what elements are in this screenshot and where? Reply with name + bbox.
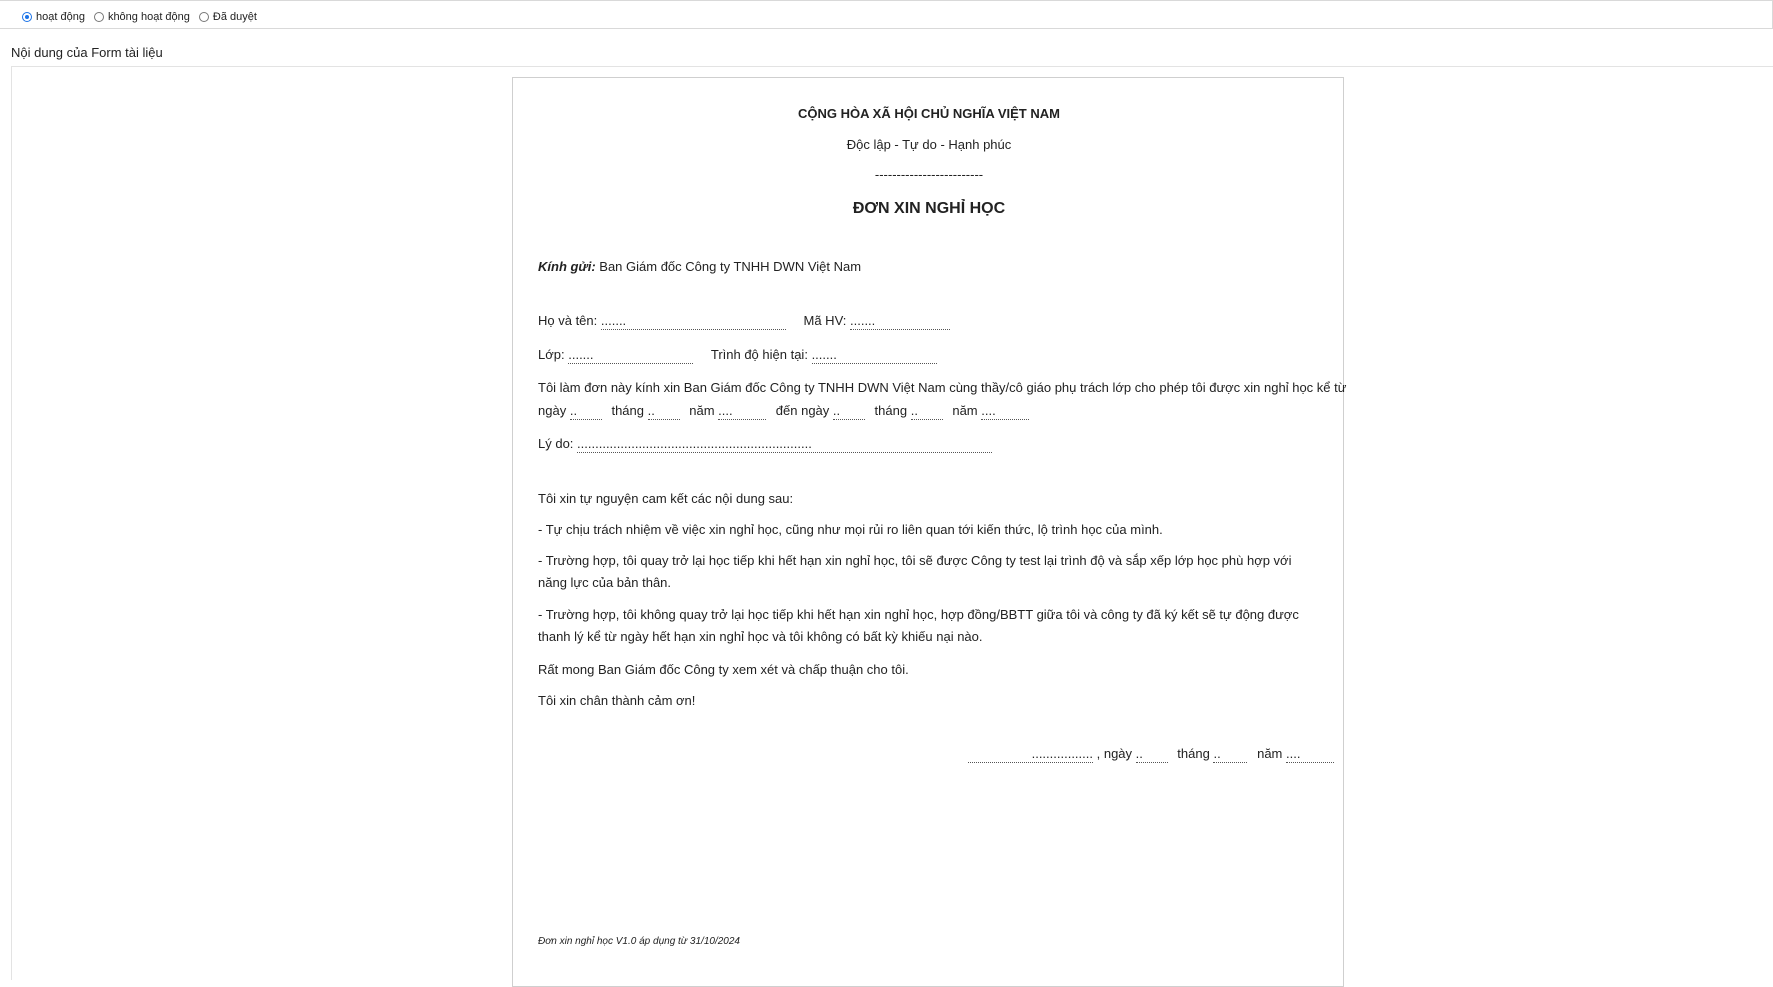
status-bar — [0, 0, 1773, 29]
class-line — [538, 347, 937, 364]
from-day-label: ngày — [538, 403, 567, 418]
to-year-field: .... — [981, 403, 1029, 420]
name-field: ....... — [601, 313, 786, 330]
signature-date-line — [968, 746, 1334, 763]
sign-month-label: tháng — [1177, 746, 1210, 761]
radio-active-circle[interactable] — [22, 12, 32, 22]
radio-active[interactable] — [22, 11, 85, 23]
separator: ------------------------- — [874, 167, 984, 182]
sign-month-field: .. — [1213, 746, 1247, 763]
to-month-label: tháng — [874, 403, 908, 418]
to-year-label: năm — [952, 403, 978, 418]
name-label: Họ và tên: — [538, 313, 598, 328]
closing-request: Rất mong Ban Giám đốc Công ty xem xét và chấp thuận cho tôi. — [538, 662, 909, 677]
commit-intro: Tôi xin tự nguyện cam kết các nội dung sau: — [538, 491, 794, 506]
reason-line — [538, 436, 992, 453]
sign-day-field: .. — [1136, 746, 1168, 763]
date-range-line — [538, 403, 1029, 420]
reason-label: Lý do: — [538, 436, 574, 451]
to-day-label: đến ngày — [775, 403, 830, 418]
motto: Độc lập - Tự do - Hạnh phúc — [846, 137, 1012, 152]
sign-day-label: , ngày — [1096, 746, 1133, 761]
form-content-label: Nội dung của Form tài liệu — [11, 45, 163, 60]
commit-item-2: - Trường hợp, tôi quay trở lại học tiếp khi hết hạn xin nghỉ học, tôi sẽ được Công ty test lại trình độ và sắp xếp lớp học phù hợp với năng lực của bản thân. — [538, 553, 1292, 590]
level-field: ....... — [812, 347, 937, 364]
to-day-field: .. — [833, 403, 865, 420]
document-title: ĐƠN XIN NGHỈ HỌC — [852, 200, 1006, 217]
radio-approved-label: Đã duyệt — [212, 11, 257, 23]
name-line — [538, 313, 950, 330]
closing-thanks: Tôi xin chân thành cảm ơn! — [538, 693, 696, 708]
level-label: Trình độ hiện tại: — [710, 347, 808, 362]
to-month-field: .. — [911, 403, 943, 420]
student-id-label: Mã HV: — [803, 313, 847, 328]
sign-year-label: năm — [1257, 746, 1283, 761]
radio-approved-circle[interactable] — [199, 12, 209, 22]
radio-inactive[interactable] — [94, 11, 190, 23]
radio-inactive-circle[interactable] — [94, 12, 104, 22]
recipient-value: Ban Giám đốc Công ty TNHH DWN Việt Nam — [599, 259, 862, 274]
sign-place-field: ................. — [968, 746, 1093, 763]
from-year-label: năm — [689, 403, 715, 418]
request-text: Tôi làm đơn này kính xin Ban Giám đốc Công ty TNHH DWN Việt Nam cùng thầy/cô giáo phụ trách lớp cho phép tôi được xin nghỉ học kể từ — [538, 380, 1347, 395]
status-radio-group — [22, 11, 266, 23]
commit-item-1: - Tự chịu trách nhiệm về việc xin nghỉ học, cũng như mọi rủi ro liên quan tới kiến thức, lộ trình học của mình. — [538, 522, 1163, 537]
footer-version-note: Đơn xin nghỉ học V1.0 áp dụng từ 31/10/2024 — [538, 936, 740, 947]
from-year-field: .... — [718, 403, 766, 420]
country-header: CỘNG HÒA XÃ HỘI CHỦ NGHĨA VIỆT NAM — [798, 106, 1060, 121]
radio-approved[interactable] — [199, 11, 257, 23]
class-field: ....... — [568, 347, 693, 364]
radio-inactive-label: không hoạt động — [107, 11, 190, 23]
from-month-field: .. — [648, 403, 680, 420]
from-month-label: tháng — [611, 403, 644, 418]
student-id-field: ....... — [850, 313, 950, 330]
from-day-field: .. — [570, 403, 602, 420]
sign-year-field: .... — [1286, 746, 1334, 763]
class-label: Lớp: — [538, 347, 565, 362]
document-page — [512, 77, 1347, 987]
recipient-line — [538, 259, 861, 274]
recipient-label: Kính gửi: — [538, 259, 596, 274]
commit-item-3: - Trường hợp, tôi không quay trở lại học tiếp khi hết hạn xin nghỉ học, hợp đồng/BBTT giữa tôi và công ty đã ký kết sẽ tự động được thanh lý kể từ ngày hết hạn xin nghỉ học và tôi không có bất kỳ khiếu nại nào. — [538, 607, 1299, 644]
reason-field: ................................................................. — [577, 436, 992, 453]
radio-active-label: hoạt động — [36, 11, 85, 23]
